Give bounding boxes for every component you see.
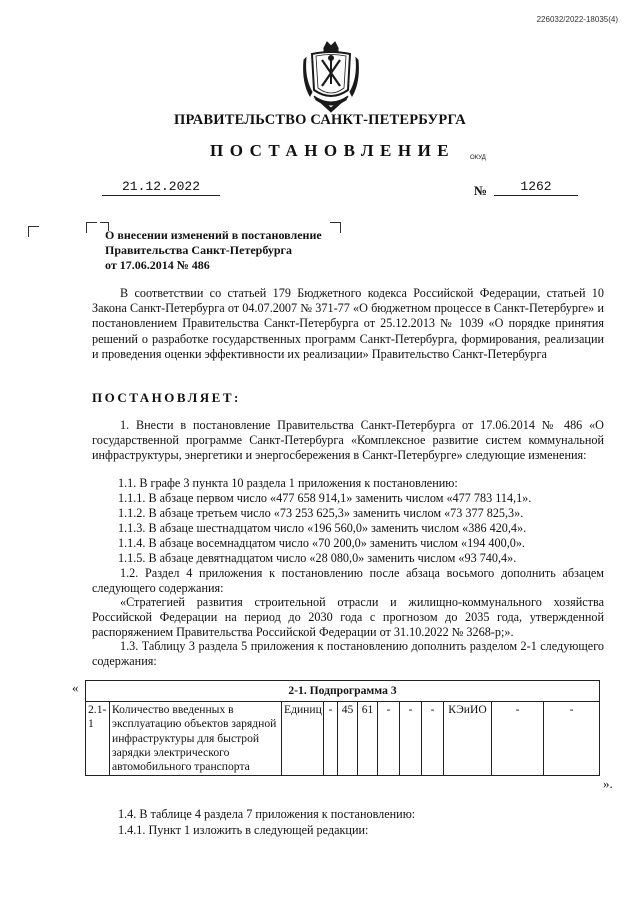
value-cell: 45 xyxy=(338,702,358,776)
okud-label: ОКУД xyxy=(470,155,486,161)
document-number: 1262 xyxy=(494,179,578,196)
value-cell: - xyxy=(544,702,600,776)
document-date: 21.12.2022 xyxy=(102,179,220,196)
item-1-4-1: 1.4.1. Пункт 1 изложить в следующей редакции: xyxy=(118,823,369,837)
preamble: В соответствии со статьей 179 Бюджетного кодекса Российской Федерации, статьей 10 Закона Санкт-Петербурга от 04.07.2007 № 371-77 «О бюджетном процессе в Санкт-Петербурге» и постановлением Правительства Санкт-Петербурга от 25.12.2013 № 1039 «О порядке принятия решений о разработке государственных программ Санкт-Петербурга, формирования, реализации и проведения оценки эффективности их реализации» Правительство Санкт-Петербурга xyxy=(92,286,604,361)
item-1-2-quote: «Стратегией развития строительной отрасли и жилищно-коммунального хозяйства Российской Федерации на период до 2030 года с прогнозом до 2035 года, утвержденной распоряжением Правительства Российской Федерации от 31.10.2022 № 3268-р;». xyxy=(92,595,604,640)
number-label: № xyxy=(474,183,488,198)
document-title: ПОСТАНОВЛЕНИЕ xyxy=(210,141,456,160)
government-heading: ПРАВИТЕЛЬСТВО САНКТ-ПЕТЕРБУРГА xyxy=(174,112,466,128)
table-header-row xyxy=(86,681,600,702)
table-close-quote: ». xyxy=(603,776,613,791)
table-section-header: 2-1. Подпрограмма 3 xyxy=(86,681,600,702)
value-cell: 61 xyxy=(358,702,378,776)
unit-cell: Единиц xyxy=(282,702,324,776)
item-1-4: 1.4. В таблице 4 раздела 7 приложения к постановлению: xyxy=(118,807,416,821)
subprogram-table xyxy=(85,680,600,776)
document-registration-number: 226032/2022-18035(4) xyxy=(536,15,618,24)
item-1-1: 1.1. В графе 3 пункта 10 раздела 1 приложения к постановлению: xyxy=(118,476,458,490)
left-margin-mark xyxy=(28,226,39,237)
executor-cell: КЭиИО xyxy=(444,702,492,776)
item-1-1-5: 1.1.5. В абзаце девятнадцатом число «28 080,0» заменить числом «93 740,4». xyxy=(118,551,517,565)
item-1-1-4: 1.1.4. В абзаце восемнадцатом число «70 200,0» заменить числом «194 400,0». xyxy=(118,536,525,550)
item-1-3: 1.3. Таблицу 3 раздела 5 приложения к постановлению дополнить разделом 2-1 следующего содержания: xyxy=(92,639,604,669)
value-cell: - xyxy=(422,702,444,776)
indicator-name: Количество введенных в эксплуатацию объектов зарядной инфраструктуры для быстрой зарядки электрического автомобильного транспорта xyxy=(110,702,282,776)
subject-corner-left xyxy=(86,222,97,233)
subject-line-3: от 17.06.2014 № 486 xyxy=(105,258,210,272)
table-open-quote: « xyxy=(72,680,79,695)
item-1: 1. Внести в постановление Правительства Санкт-Петербурга от 17.06.2014 № 486 «О государственной программе Санкт-Петербурга «Комплексное развитие систем коммунальной инфраструктуры, энергетики и энергосбережения в Санкт-Петербурге» следующие изменения: xyxy=(92,418,604,463)
value-cell: - xyxy=(492,702,544,776)
row-number: 2.1-1 xyxy=(86,702,110,776)
item-1-1-2: 1.1.2. В абзаце третьем число «73 253 625,3» заменить числом «73 377 825,3». xyxy=(118,506,524,520)
coat-of-arms-emblem xyxy=(302,38,360,114)
value-cell: - xyxy=(378,702,400,776)
document-subject xyxy=(105,228,355,273)
resolves-heading: ПОСТАНОВЛЯЕТ: xyxy=(92,390,241,405)
item-1-1-1: 1.1.1. В абзаце первом число «477 658 914,1» заменить числом «477 783 114,1». xyxy=(118,491,532,505)
table-row xyxy=(86,702,600,776)
subject-line-1: О внесении изменений в постановление xyxy=(105,228,322,242)
value-cell: - xyxy=(400,702,422,776)
subject-line-2: Правительства Санкт-Петербурга xyxy=(105,243,293,257)
value-cell: - xyxy=(324,702,338,776)
item-1-1-3: 1.1.3. В абзаце шестнадцатом число «196 560,0» заменить числом «386 420,4». xyxy=(118,521,527,535)
item-1-2: 1.2. Раздел 4 приложения к постановлению после абзаца восьмого дополнить абзацем следующего содержания: xyxy=(92,566,604,596)
